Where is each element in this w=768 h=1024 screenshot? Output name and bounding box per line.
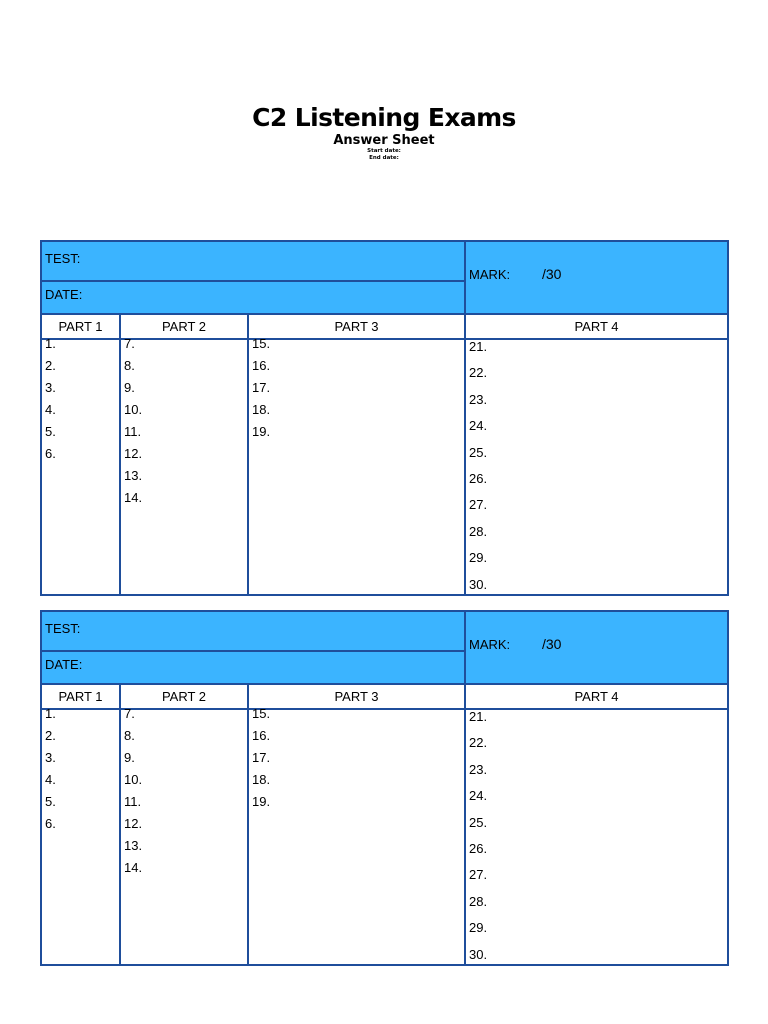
- answer-sheet: [40, 240, 729, 596]
- answer-number[interactable]: 13.: [124, 838, 143, 853]
- answer-number[interactable]: 3.: [45, 380, 56, 395]
- date-label: DATE:: [45, 287, 83, 302]
- test-label: TEST:: [45, 621, 81, 636]
- part-4-answers: [466, 710, 727, 964]
- mark-field[interactable]: [466, 612, 727, 683]
- answer-number[interactable]: 17.: [252, 380, 271, 395]
- answer-number[interactable]: 28.: [469, 893, 488, 909]
- answer-number[interactable]: 10.: [124, 402, 143, 417]
- answer-number[interactable]: 11.: [124, 424, 142, 439]
- answer-number[interactable]: 22.: [469, 735, 488, 751]
- start-date-label: Start date:: [367, 148, 401, 154]
- answer-number[interactable]: 30.: [469, 576, 488, 592]
- answer-number[interactable]: 26.: [469, 841, 488, 856]
- answer-number[interactable]: 22.: [469, 365, 488, 381]
- answer-number[interactable]: 21.: [469, 709, 488, 724]
- part-4-header: PART 4: [466, 683, 727, 710]
- part-4-answers: [466, 340, 727, 594]
- date-field[interactable]: [42, 282, 466, 313]
- answer-number[interactable]: 18.: [252, 402, 271, 417]
- test-field[interactable]: [42, 242, 466, 282]
- answer-number[interactable]: 2.: [45, 728, 56, 743]
- answer-number[interactable]: 29.: [469, 550, 488, 566]
- part-3-header: PART 3: [249, 683, 466, 710]
- part-4-header: PART 4: [466, 313, 727, 340]
- answer-number[interactable]: 19.: [252, 794, 271, 809]
- answer-number[interactable]: 26.: [469, 471, 488, 486]
- answer-number[interactable]: 23.: [469, 391, 488, 407]
- answer-number[interactable]: 5.: [45, 424, 56, 439]
- answer-number[interactable]: 29.: [469, 920, 488, 936]
- answer-sheet: [40, 610, 729, 966]
- answer-number[interactable]: 13.: [124, 468, 143, 483]
- answer-number[interactable]: 28.: [469, 523, 488, 539]
- answer-number[interactable]: 16.: [252, 728, 271, 743]
- answer-number[interactable]: 25.: [469, 814, 488, 830]
- part-2-answers: [121, 336, 249, 594]
- answer-number[interactable]: 15.: [252, 706, 271, 721]
- answer-number[interactable]: 11.: [124, 794, 142, 809]
- answer-number[interactable]: 6.: [45, 816, 56, 831]
- answer-number[interactable]: 25.: [469, 444, 488, 460]
- part-3-answers: [249, 706, 466, 964]
- test-label: TEST:: [45, 251, 81, 266]
- part-2-header: PART 2: [121, 683, 249, 710]
- answer-number[interactable]: 7.: [124, 336, 135, 351]
- part-2-header: PART 2: [121, 313, 249, 340]
- answer-number[interactable]: 6.: [45, 446, 56, 461]
- answer-number[interactable]: 9.: [124, 380, 135, 395]
- part-1-answers: [42, 706, 121, 964]
- mark-label: MARK:: [469, 637, 511, 652]
- date-label: DATE:: [45, 657, 83, 672]
- answer-number[interactable]: 5.: [45, 794, 56, 809]
- mark-total: /30: [542, 266, 562, 282]
- mark-field[interactable]: [466, 242, 727, 313]
- answer-number[interactable]: 4.: [45, 402, 56, 417]
- answer-number[interactable]: 27.: [469, 867, 488, 883]
- answer-number[interactable]: 30.: [469, 946, 488, 962]
- answer-number[interactable]: 14.: [124, 490, 143, 505]
- part-3-answers: [249, 336, 466, 594]
- answer-number[interactable]: 12.: [124, 816, 143, 831]
- answer-number[interactable]: 14.: [124, 860, 143, 875]
- answer-number[interactable]: 24.: [469, 788, 488, 804]
- answer-number[interactable]: 24.: [469, 418, 488, 434]
- answer-number[interactable]: 27.: [469, 497, 488, 513]
- answer-number[interactable]: 8.: [124, 728, 135, 743]
- part-1-header: PART 1: [42, 313, 121, 340]
- answer-number[interactable]: 1.: [45, 706, 56, 721]
- answer-number[interactable]: 23.: [469, 761, 488, 777]
- answer-number[interactable]: 21.: [469, 339, 488, 354]
- answer-number[interactable]: 9.: [124, 750, 135, 765]
- page-header: [0, 103, 768, 162]
- page-title: C2 Listening Exams: [252, 103, 516, 132]
- part-1-answers: [42, 336, 121, 594]
- answer-number[interactable]: 16.: [252, 358, 271, 373]
- answer-number[interactable]: 18.: [252, 772, 271, 787]
- end-date-label: End date:: [369, 155, 399, 161]
- answer-number[interactable]: 7.: [124, 706, 135, 721]
- page-subtitle: Answer Sheet: [333, 133, 435, 148]
- answer-number[interactable]: 10.: [124, 772, 143, 787]
- mark-label: MARK:: [469, 267, 511, 282]
- mark-total: /30: [542, 636, 562, 652]
- part-1-header: PART 1: [42, 683, 121, 710]
- answer-number[interactable]: 1.: [45, 336, 56, 351]
- answer-number[interactable]: 15.: [252, 336, 271, 351]
- answer-number[interactable]: 4.: [45, 772, 56, 787]
- answer-number[interactable]: 17.: [252, 750, 271, 765]
- answer-number[interactable]: 8.: [124, 358, 135, 373]
- date-field[interactable]: [42, 652, 466, 683]
- test-field[interactable]: [42, 612, 466, 652]
- answer-number[interactable]: 19.: [252, 424, 271, 439]
- answer-number[interactable]: 2.: [45, 358, 56, 373]
- answer-number[interactable]: 3.: [45, 750, 56, 765]
- answer-number[interactable]: 12.: [124, 446, 143, 461]
- part-2-answers: [121, 706, 249, 964]
- part-3-header: PART 3: [249, 313, 466, 340]
